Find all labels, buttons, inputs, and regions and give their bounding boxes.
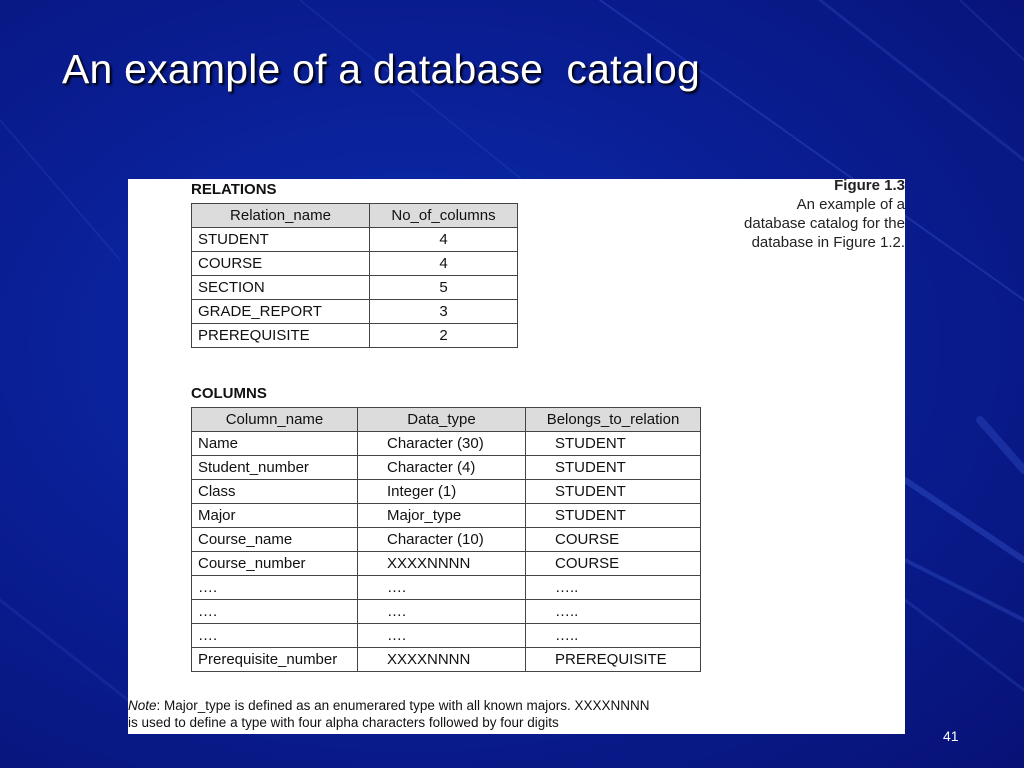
column-header: Column_name — [192, 408, 358, 432]
relation-cell: ….. — [526, 600, 701, 624]
table-row — [192, 648, 701, 672]
column-count-cell: 2 — [370, 324, 518, 348]
table-row — [192, 480, 701, 504]
column-header: Data_type — [358, 408, 526, 432]
relation-cell: ….. — [526, 624, 701, 648]
data-type-cell: …. — [358, 624, 526, 648]
column-header: No_of_columns — [370, 204, 518, 228]
table-row — [192, 528, 701, 552]
column-header: Belongs_to_relation — [526, 408, 701, 432]
relation-name-cell: STUDENT — [192, 228, 370, 252]
table-row — [192, 432, 701, 456]
caption-line-3: database in Figure 1.2. — [751, 234, 905, 251]
relation-name-cell: GRADE_REPORT — [192, 300, 370, 324]
data-type-cell: XXXXNNNN — [358, 552, 526, 576]
table-row — [192, 600, 701, 624]
caption-line-1: An example of a — [796, 196, 905, 213]
column-name-cell: Major — [192, 504, 358, 528]
relation-cell: STUDENT — [526, 504, 701, 528]
data-type-cell: XXXXNNNN — [358, 648, 526, 672]
relation-name-cell: COURSE — [192, 252, 370, 276]
column-name-cell: Name — [192, 432, 358, 456]
column-name-cell: Course_name — [192, 528, 358, 552]
column-name-cell: Student_number — [192, 456, 358, 480]
note-line-1: : Major_type is defined as an enumerared type with all known majors. XXXXNNNN — [156, 698, 650, 713]
relation-cell: PREREQUISITE — [526, 648, 701, 672]
table-row — [192, 324, 518, 348]
column-name-cell: …. — [192, 600, 358, 624]
caption-line-2: database catalog for the — [744, 215, 905, 232]
column-name-cell: Course_number — [192, 552, 358, 576]
slide-title: An example of a database catalog — [62, 46, 700, 92]
figure-label: Figure 1.3 — [834, 177, 905, 194]
column-count-cell: 3 — [370, 300, 518, 324]
relation-name-cell: PREREQUISITE — [192, 324, 370, 348]
catalog-figure — [128, 179, 905, 734]
table-header-row — [192, 204, 518, 228]
table-row — [192, 624, 701, 648]
note-label: Note — [128, 698, 157, 713]
column-name-cell: Prerequisite_number — [192, 648, 358, 672]
figure-note — [128, 697, 650, 731]
table-row — [192, 504, 701, 528]
relation-cell: STUDENT — [526, 480, 701, 504]
relation-cell: ….. — [526, 576, 701, 600]
relations-table — [191, 203, 518, 348]
column-count-cell: 4 — [370, 252, 518, 276]
column-name-cell: Class — [192, 480, 358, 504]
relations-heading: RELATIONS — [191, 181, 277, 198]
table-row — [192, 276, 518, 300]
relation-cell: STUDENT — [526, 456, 701, 480]
column-name-cell: …. — [192, 576, 358, 600]
data-type-cell: Major_type — [358, 504, 526, 528]
relation-name-cell: SECTION — [192, 276, 370, 300]
table-row — [192, 576, 701, 600]
column-name-cell: …. — [192, 624, 358, 648]
data-type-cell: Character (10) — [358, 528, 526, 552]
data-type-cell: Integer (1) — [358, 480, 526, 504]
note-line-2: is used to define a type with four alpha characters followed by four digits — [128, 715, 559, 730]
columns-table — [191, 407, 701, 672]
relation-cell: COURSE — [526, 552, 701, 576]
data-type-cell: Character (4) — [358, 456, 526, 480]
figure-caption — [744, 176, 905, 252]
columns-heading: COLUMNS — [191, 385, 267, 402]
table-row — [192, 252, 518, 276]
table-header-row — [192, 408, 701, 432]
data-type-cell: …. — [358, 576, 526, 600]
column-header: Relation_name — [192, 204, 370, 228]
relation-cell: STUDENT — [526, 432, 701, 456]
data-type-cell: …. — [358, 600, 526, 624]
table-row — [192, 228, 518, 252]
data-type-cell: Character (30) — [358, 432, 526, 456]
table-row — [192, 300, 518, 324]
column-count-cell: 5 — [370, 276, 518, 300]
table-row — [192, 552, 701, 576]
page-number: 41 — [943, 728, 959, 744]
relation-cell: COURSE — [526, 528, 701, 552]
table-row — [192, 456, 701, 480]
column-count-cell: 4 — [370, 228, 518, 252]
